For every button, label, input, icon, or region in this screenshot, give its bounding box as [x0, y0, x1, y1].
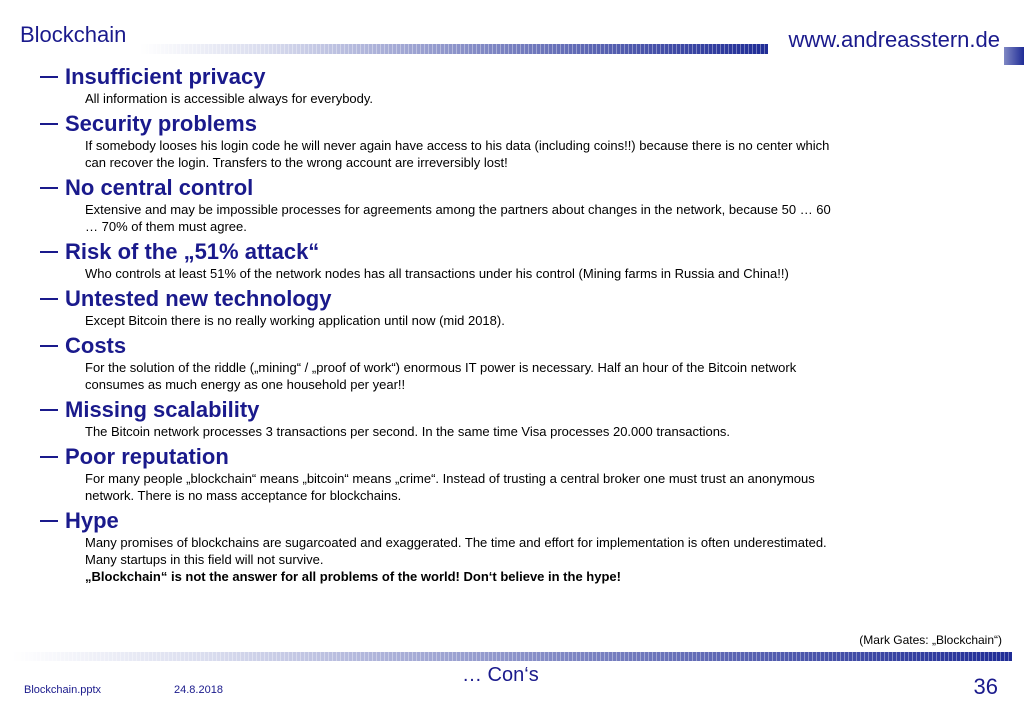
description-line: For the solution of the riddle („mining“ / „proof of work“) enormous IT power is necessary. Half an hour of the Bitcoin network: [85, 360, 797, 375]
item-description: [85, 470, 940, 504]
item-description: [85, 90, 940, 107]
quote-attribution: (Mark Gates: „Blockchain“): [859, 633, 1002, 647]
dash-bullet-icon: [40, 251, 58, 253]
item-description: [85, 201, 940, 235]
description-line: can recover the login. Transfers to the wrong account are irreversibly lost!: [85, 155, 508, 170]
dash-bullet-icon: [40, 520, 58, 522]
description-line: For many people „blockchain“ means „bitcoin“ means „crime“. Instead of trusting a central broker one must trust an anonymous: [85, 471, 815, 486]
dash-bullet-icon: [40, 123, 58, 125]
dash-bullet-icon: [40, 345, 58, 347]
list-item: [40, 333, 940, 393]
footer-gradient-bar: [12, 652, 1012, 661]
item-title: Security problems: [65, 111, 257, 136]
item-title: Hype: [65, 508, 119, 533]
dash-bullet-icon: [40, 76, 58, 78]
dash-bullet-icon: [40, 298, 58, 300]
description-line: Extensive and may be impossible processes for agreements among the partners about changes in the network, because 50 … 60: [85, 202, 831, 217]
item-description: [85, 265, 940, 282]
dash-bullet-icon: [40, 456, 58, 458]
page-number: 36: [973, 674, 998, 699]
list-item: [40, 397, 940, 440]
dash-bullet-icon: [40, 409, 58, 411]
header-gradient-bar-right: [1004, 47, 1024, 65]
description-line: … 70% of them must agree.: [85, 219, 247, 234]
description-line: network. There is no mass acceptance for blockchains.: [85, 488, 402, 503]
item-title: Poor reputation: [65, 444, 229, 469]
footer-date: 24.8.2018: [174, 684, 223, 696]
description-line: Many promises of blockchains are sugarcoated and exaggerated. The time and effort for implementation is often underestimated.: [85, 535, 827, 550]
description-line: If somebody looses his login code he will never again have access to his data (including coins!!) because there is no center which: [85, 138, 830, 153]
item-title: Risk of the „51% attack“: [65, 239, 320, 264]
item-description: [85, 137, 940, 171]
list-item: [40, 175, 940, 235]
slide-header-title: Blockchain: [20, 22, 127, 47]
list-item: [40, 286, 940, 329]
footer-filename: Blockchain.pptx: [24, 684, 102, 696]
item-title: Insufficient privacy: [65, 64, 266, 89]
list-item: [40, 239, 940, 282]
item-description: [85, 534, 940, 585]
header-website-url: www.andreasstern.de: [788, 27, 1000, 52]
item-description: [85, 423, 940, 440]
item-title: No central control: [65, 175, 254, 200]
item-description: [85, 312, 940, 329]
list-item: [40, 444, 940, 504]
item-title: Untested new technology: [65, 286, 332, 311]
list-item: [40, 111, 940, 171]
description-line: The Bitcoin network processes 3 transactions per second. In the same time Visa processes 20.000 transactions.: [85, 424, 731, 439]
slide-subtitle: … Con‘s: [462, 664, 539, 686]
hype-emphasis: „Blockchain“ is not the answer for all problems of the world! Don‘t believe in the hype!: [85, 569, 621, 584]
description-line: All information is accessible always for everybody.: [85, 91, 374, 106]
list-item: [40, 64, 940, 107]
description-line: Many startups in this field will not survive.: [85, 552, 324, 567]
description-line: consumes as much energy as one household per year!!: [85, 377, 406, 392]
header-gradient-bar: [140, 44, 768, 54]
description-line: Except Bitcoin there is no really working application until now (mid 2018).: [85, 313, 505, 328]
item-description: [85, 359, 940, 393]
list-item: [40, 508, 940, 585]
description-line: Who controls at least 51% of the network nodes has all transactions under his control (Mining farms in Russia and China!!): [85, 266, 789, 281]
dash-bullet-icon: [40, 187, 58, 189]
cons-list: [40, 64, 940, 589]
item-title: Costs: [65, 333, 127, 358]
item-title: Missing scalability: [65, 397, 260, 422]
